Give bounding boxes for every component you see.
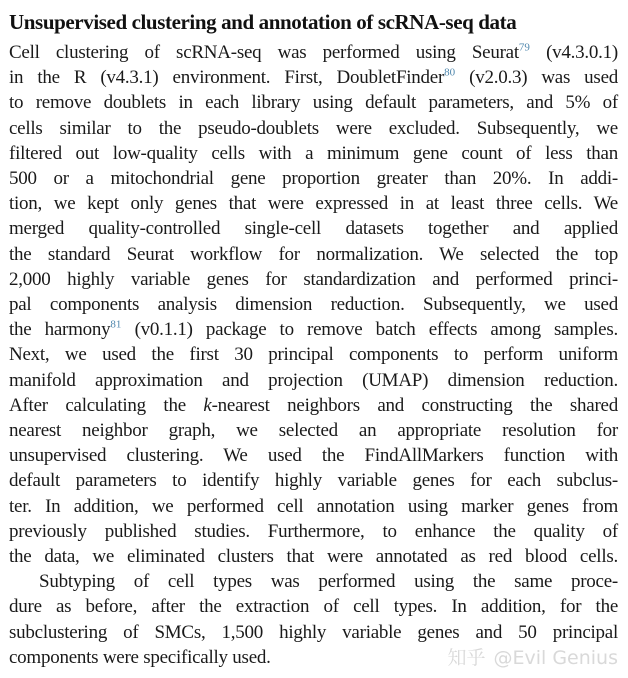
text-line: cells similar to the pseudo-doublets were excluded. Subsequently, we <box>9 117 618 139</box>
text-line: dure as before, after the extraction of cell types. In addition, for the <box>9 596 618 618</box>
reference-superscript: 81 <box>110 318 122 331</box>
text-line: unsupervised clustering. We used the FindAllMarkers function with <box>9 445 618 467</box>
watermark-site-name: 知乎 <box>447 647 486 669</box>
section-heading: Unsupervised clustering and annotation of scRNA-seq data <box>9 10 517 34</box>
text-line: Next, we used the first 30 principal components to perform uniform <box>9 344 618 366</box>
text-line: Cell clustering of scRNA-seq was performed using Seurat$^{79}$ (v4.3.0.1) <box>9 41 618 63</box>
reference-superscript: 80 <box>444 66 456 79</box>
text-line: previously published studies. Furthermore, to enhance the quality of <box>9 520 618 542</box>
article-body <box>9 40 618 670</box>
text-line: to remove doublets in each library using default parameters, and 5% of <box>9 92 618 114</box>
text-line: components were specifically used. <box>9 646 271 668</box>
text-line: default parameters to identify highly variable genes for each subclus- <box>9 470 618 492</box>
text-line: subclustering of SMCs, 1,500 highly variable genes and 50 principal <box>9 621 618 643</box>
text-line: ter. In addition, we performed cell annotation using marker genes from <box>9 495 618 517</box>
text-line: 2,000 highly variable genes for standardization and performed princi- <box>9 268 618 290</box>
italic-text: k <box>203 394 212 416</box>
reference-superscript: 79 <box>518 41 530 54</box>
text-line: merged quality-controlled single-cell datasets together and applied <box>9 218 618 240</box>
watermark <box>447 643 618 670</box>
text-line: tion, we kept only genes that were expressed in at least three cells. We <box>9 193 618 215</box>
text-line: the standard Seurat workflow for normalization. We selected the top <box>9 243 618 265</box>
text-line: nearest neighbor graph, we selected an appropriate resolution for <box>9 420 618 442</box>
paper-content <box>9 9 618 670</box>
text-line: filtered out low-quality cells with a minimum gene count of less than <box>9 142 618 164</box>
text-line: After calculating the k-nearest neighbors and constructing the shared <box>9 394 618 416</box>
text-line: manifold approximation and projection (UMAP) dimension reduction. <box>9 369 618 391</box>
watermark-author: @Evil Genius <box>493 647 618 669</box>
text-line: the harmony$^{81}$ (v0.1.1) package to remove batch effects among samples. <box>9 318 618 341</box>
text-line: the data, we eliminated clusters that were annotated as red blood cells. <box>9 546 618 568</box>
text-line: in the R (v4.3.1) environment. First, DoubletFinder$^{80}$ (v2.0.3) was used <box>9 66 619 89</box>
text-line: pal components analysis dimension reduction. Subsequently, we used <box>9 294 618 316</box>
text-line: 500 or a mitochondrial gene proportion greater than 20%. In addi- <box>9 168 618 190</box>
text-line: Subtyping of cell types was performed using the same proce- <box>39 571 618 593</box>
